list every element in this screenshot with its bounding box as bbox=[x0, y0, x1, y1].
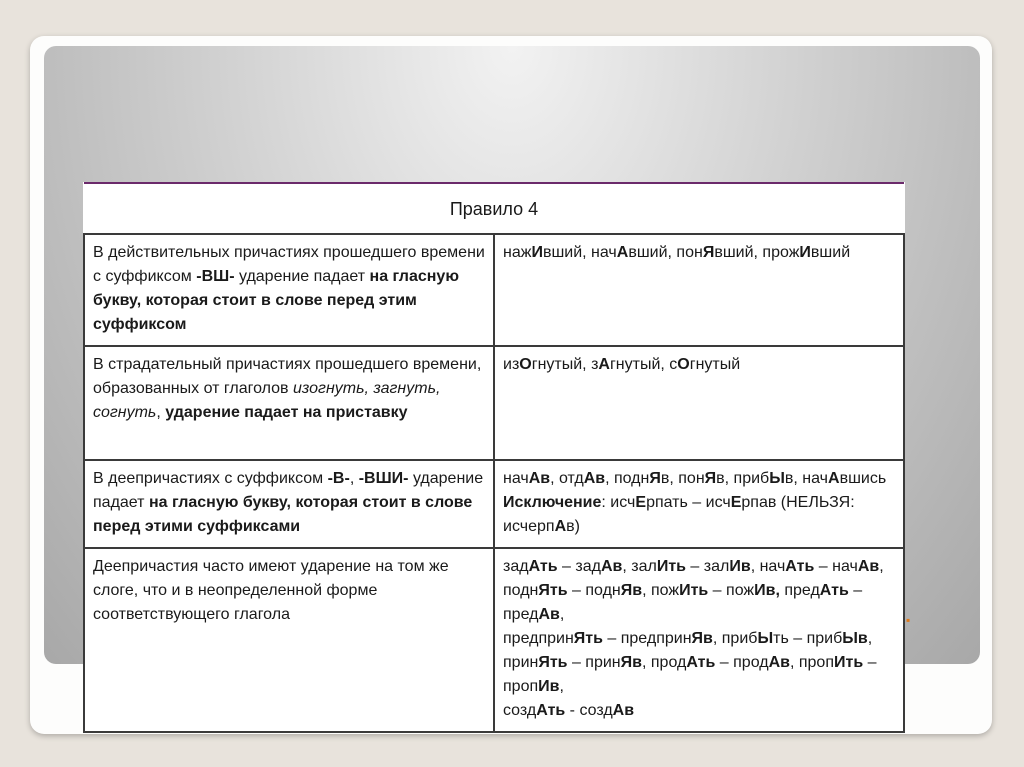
example-line bbox=[503, 627, 895, 651]
text-segment: подн bbox=[503, 582, 539, 599]
text-segment: А bbox=[554, 518, 567, 535]
text-segment: – зал bbox=[685, 558, 730, 575]
text-segment: ударение bbox=[234, 268, 314, 285]
text-segment: Е bbox=[730, 494, 742, 511]
examples-cell bbox=[494, 460, 904, 548]
text-segment: Ить bbox=[656, 558, 686, 575]
text-segment: предприн bbox=[503, 630, 574, 647]
table-row bbox=[84, 346, 904, 460]
text-segment: Ать bbox=[536, 702, 566, 719]
text-segment: прин bbox=[503, 654, 539, 671]
text-segment: О bbox=[677, 356, 690, 373]
text-segment: , bbox=[156, 404, 166, 421]
text-segment: на гласную букву, которая стоит в слове перед этим суффиксом bbox=[93, 268, 464, 333]
text-segment: Я bbox=[649, 470, 661, 487]
example-line bbox=[503, 699, 895, 723]
text-segment: , bbox=[559, 678, 564, 695]
example-line bbox=[503, 353, 895, 377]
text-segment: – зад bbox=[557, 558, 601, 575]
decorative-mark: ▪ bbox=[906, 613, 911, 627]
text-segment: Ать bbox=[785, 558, 815, 575]
example-line bbox=[503, 491, 895, 539]
text-segment: в, нач bbox=[784, 470, 828, 487]
example-line bbox=[503, 555, 895, 579]
text-segment: , bbox=[349, 470, 359, 487]
text-segment: Ать bbox=[528, 558, 558, 575]
text-segment: Исключение bbox=[503, 494, 602, 511]
text-segment: , bbox=[867, 630, 873, 647]
text-segment: вший, нач bbox=[542, 244, 617, 261]
text-segment: рпав (НЕЛЬЗЯ: исчерп bbox=[503, 494, 860, 535]
text-segment: наж bbox=[503, 244, 532, 261]
example-line bbox=[503, 467, 895, 491]
text-segment: Я bbox=[704, 470, 717, 487]
text-segment: Ав bbox=[528, 470, 551, 487]
rule-cell bbox=[84, 346, 494, 460]
text-segment: Ять bbox=[538, 582, 568, 599]
text-segment: О bbox=[519, 356, 532, 373]
text-segment: , нач bbox=[750, 558, 786, 575]
text-segment: В деепричастиях с суффиксом bbox=[93, 470, 328, 487]
text-segment: зад bbox=[503, 558, 529, 575]
example-line bbox=[503, 579, 895, 627]
table-header-row bbox=[84, 183, 904, 234]
text-segment: в, приб bbox=[716, 470, 770, 487]
text-segment: Ив bbox=[538, 678, 560, 695]
text-segment: Ы bbox=[769, 470, 785, 487]
text-segment: вший, прож bbox=[714, 244, 800, 261]
text-segment: -ВШИ- bbox=[358, 470, 409, 487]
text-segment: – предприн bbox=[602, 630, 692, 647]
text-segment: , bbox=[879, 558, 884, 575]
text-segment: пред bbox=[779, 582, 820, 599]
text-segment: Ять bbox=[538, 654, 568, 671]
text-segment: нач bbox=[503, 470, 529, 487]
text-segment: на гласную букву, которая стоит в слове перед этими суффиксами bbox=[93, 494, 477, 535]
text-segment: изогнуть, загнуть, согнуть bbox=[93, 380, 445, 421]
text-segment: вшись bbox=[839, 470, 887, 487]
rule-cell bbox=[84, 234, 494, 346]
text-segment: гнутый, с bbox=[609, 356, 678, 373]
text-segment: , проп bbox=[789, 654, 834, 671]
text-segment: гнутый bbox=[689, 356, 741, 373]
text-segment: Ив, bbox=[754, 582, 780, 599]
text-segment: И bbox=[531, 244, 543, 261]
text-segment: Ить bbox=[833, 654, 864, 671]
text-segment: – пож bbox=[708, 582, 755, 599]
examples-cell bbox=[494, 548, 904, 732]
text-segment: Ав bbox=[600, 558, 623, 575]
text-segment: вший, пон bbox=[628, 244, 703, 261]
text-segment: : исч bbox=[601, 494, 636, 511]
text-segment: Яв bbox=[620, 582, 643, 599]
text-segment: , прод bbox=[641, 654, 687, 671]
table-row bbox=[84, 548, 904, 732]
text-segment: Яв bbox=[620, 654, 642, 671]
text-segment: , зал bbox=[622, 558, 657, 575]
text-segment: , приб bbox=[712, 630, 758, 647]
text-segment: Ив bbox=[729, 558, 751, 575]
text-segment: рпать – исч bbox=[646, 494, 731, 511]
examples-cell bbox=[494, 234, 904, 346]
text-segment: , подн bbox=[605, 470, 650, 487]
text-segment: , пож bbox=[642, 582, 680, 599]
text-segment: – пред bbox=[503, 582, 867, 623]
text-segment: в) bbox=[566, 518, 580, 535]
text-segment: , bbox=[559, 606, 565, 623]
text-segment: И bbox=[799, 244, 811, 261]
text-segment: Ять bbox=[573, 630, 603, 647]
text-segment: -ВШ- bbox=[196, 268, 235, 285]
examples-cell bbox=[494, 346, 904, 460]
text-segment: – прод bbox=[715, 654, 769, 671]
text-segment: А bbox=[616, 244, 629, 261]
table-row bbox=[84, 234, 904, 346]
rule-cell bbox=[84, 548, 494, 732]
text-segment: А bbox=[598, 356, 610, 373]
table-body bbox=[84, 234, 904, 732]
text-segment: Деепричастия часто имеют ударение на том же слоге, что и в неопределенной форме соответствующего глагола bbox=[93, 558, 454, 623]
text-segment: А bbox=[828, 470, 840, 487]
text-segment: , отд bbox=[550, 470, 584, 487]
text-segment: в, пон bbox=[660, 470, 705, 487]
text-segment: ударение падает bbox=[93, 470, 488, 511]
text-segment: Ав bbox=[768, 654, 790, 671]
text-segment: из bbox=[503, 356, 520, 373]
example-line bbox=[503, 241, 895, 265]
rule-table bbox=[83, 182, 905, 733]
text-segment: падает bbox=[313, 268, 370, 285]
text-segment: Яв bbox=[691, 630, 713, 647]
text-segment: Ав bbox=[612, 702, 635, 719]
rule-cell bbox=[84, 460, 494, 548]
text-segment: -В- bbox=[327, 470, 350, 487]
text-segment: В страдательный причастиях прошедшего времени, образованных от глаголов bbox=[93, 356, 486, 397]
text-segment: Ав bbox=[583, 470, 606, 487]
example-line bbox=[503, 651, 895, 699]
text-segment: Ав bbox=[857, 558, 880, 575]
text-segment: Ав bbox=[538, 606, 560, 623]
text-segment: - созд bbox=[565, 702, 613, 719]
text-segment: – проп bbox=[503, 654, 881, 695]
text-segment: В действительных причастиях прошедшего времени с суффиксом bbox=[93, 244, 490, 285]
text-segment: Ать bbox=[819, 582, 849, 599]
text-segment: гнутый, з bbox=[531, 356, 599, 373]
text-segment: Ы bbox=[757, 630, 774, 647]
text-segment: Ить bbox=[679, 582, 709, 599]
text-segment: – подн bbox=[567, 582, 621, 599]
text-segment: созд bbox=[503, 702, 537, 719]
text-segment: ударение падает на приставку bbox=[165, 404, 408, 421]
table-title: Правило 4 bbox=[84, 183, 904, 234]
text-segment: Я bbox=[702, 244, 715, 261]
text-segment: Ыв bbox=[842, 630, 868, 647]
text-segment: – нач bbox=[814, 558, 858, 575]
text-segment: ть – приб bbox=[773, 630, 843, 647]
text-segment: – прин bbox=[567, 654, 621, 671]
text-segment: Е bbox=[635, 494, 647, 511]
text-segment: Ать bbox=[686, 654, 716, 671]
text-segment: вший bbox=[810, 244, 851, 261]
table-row bbox=[84, 460, 904, 548]
